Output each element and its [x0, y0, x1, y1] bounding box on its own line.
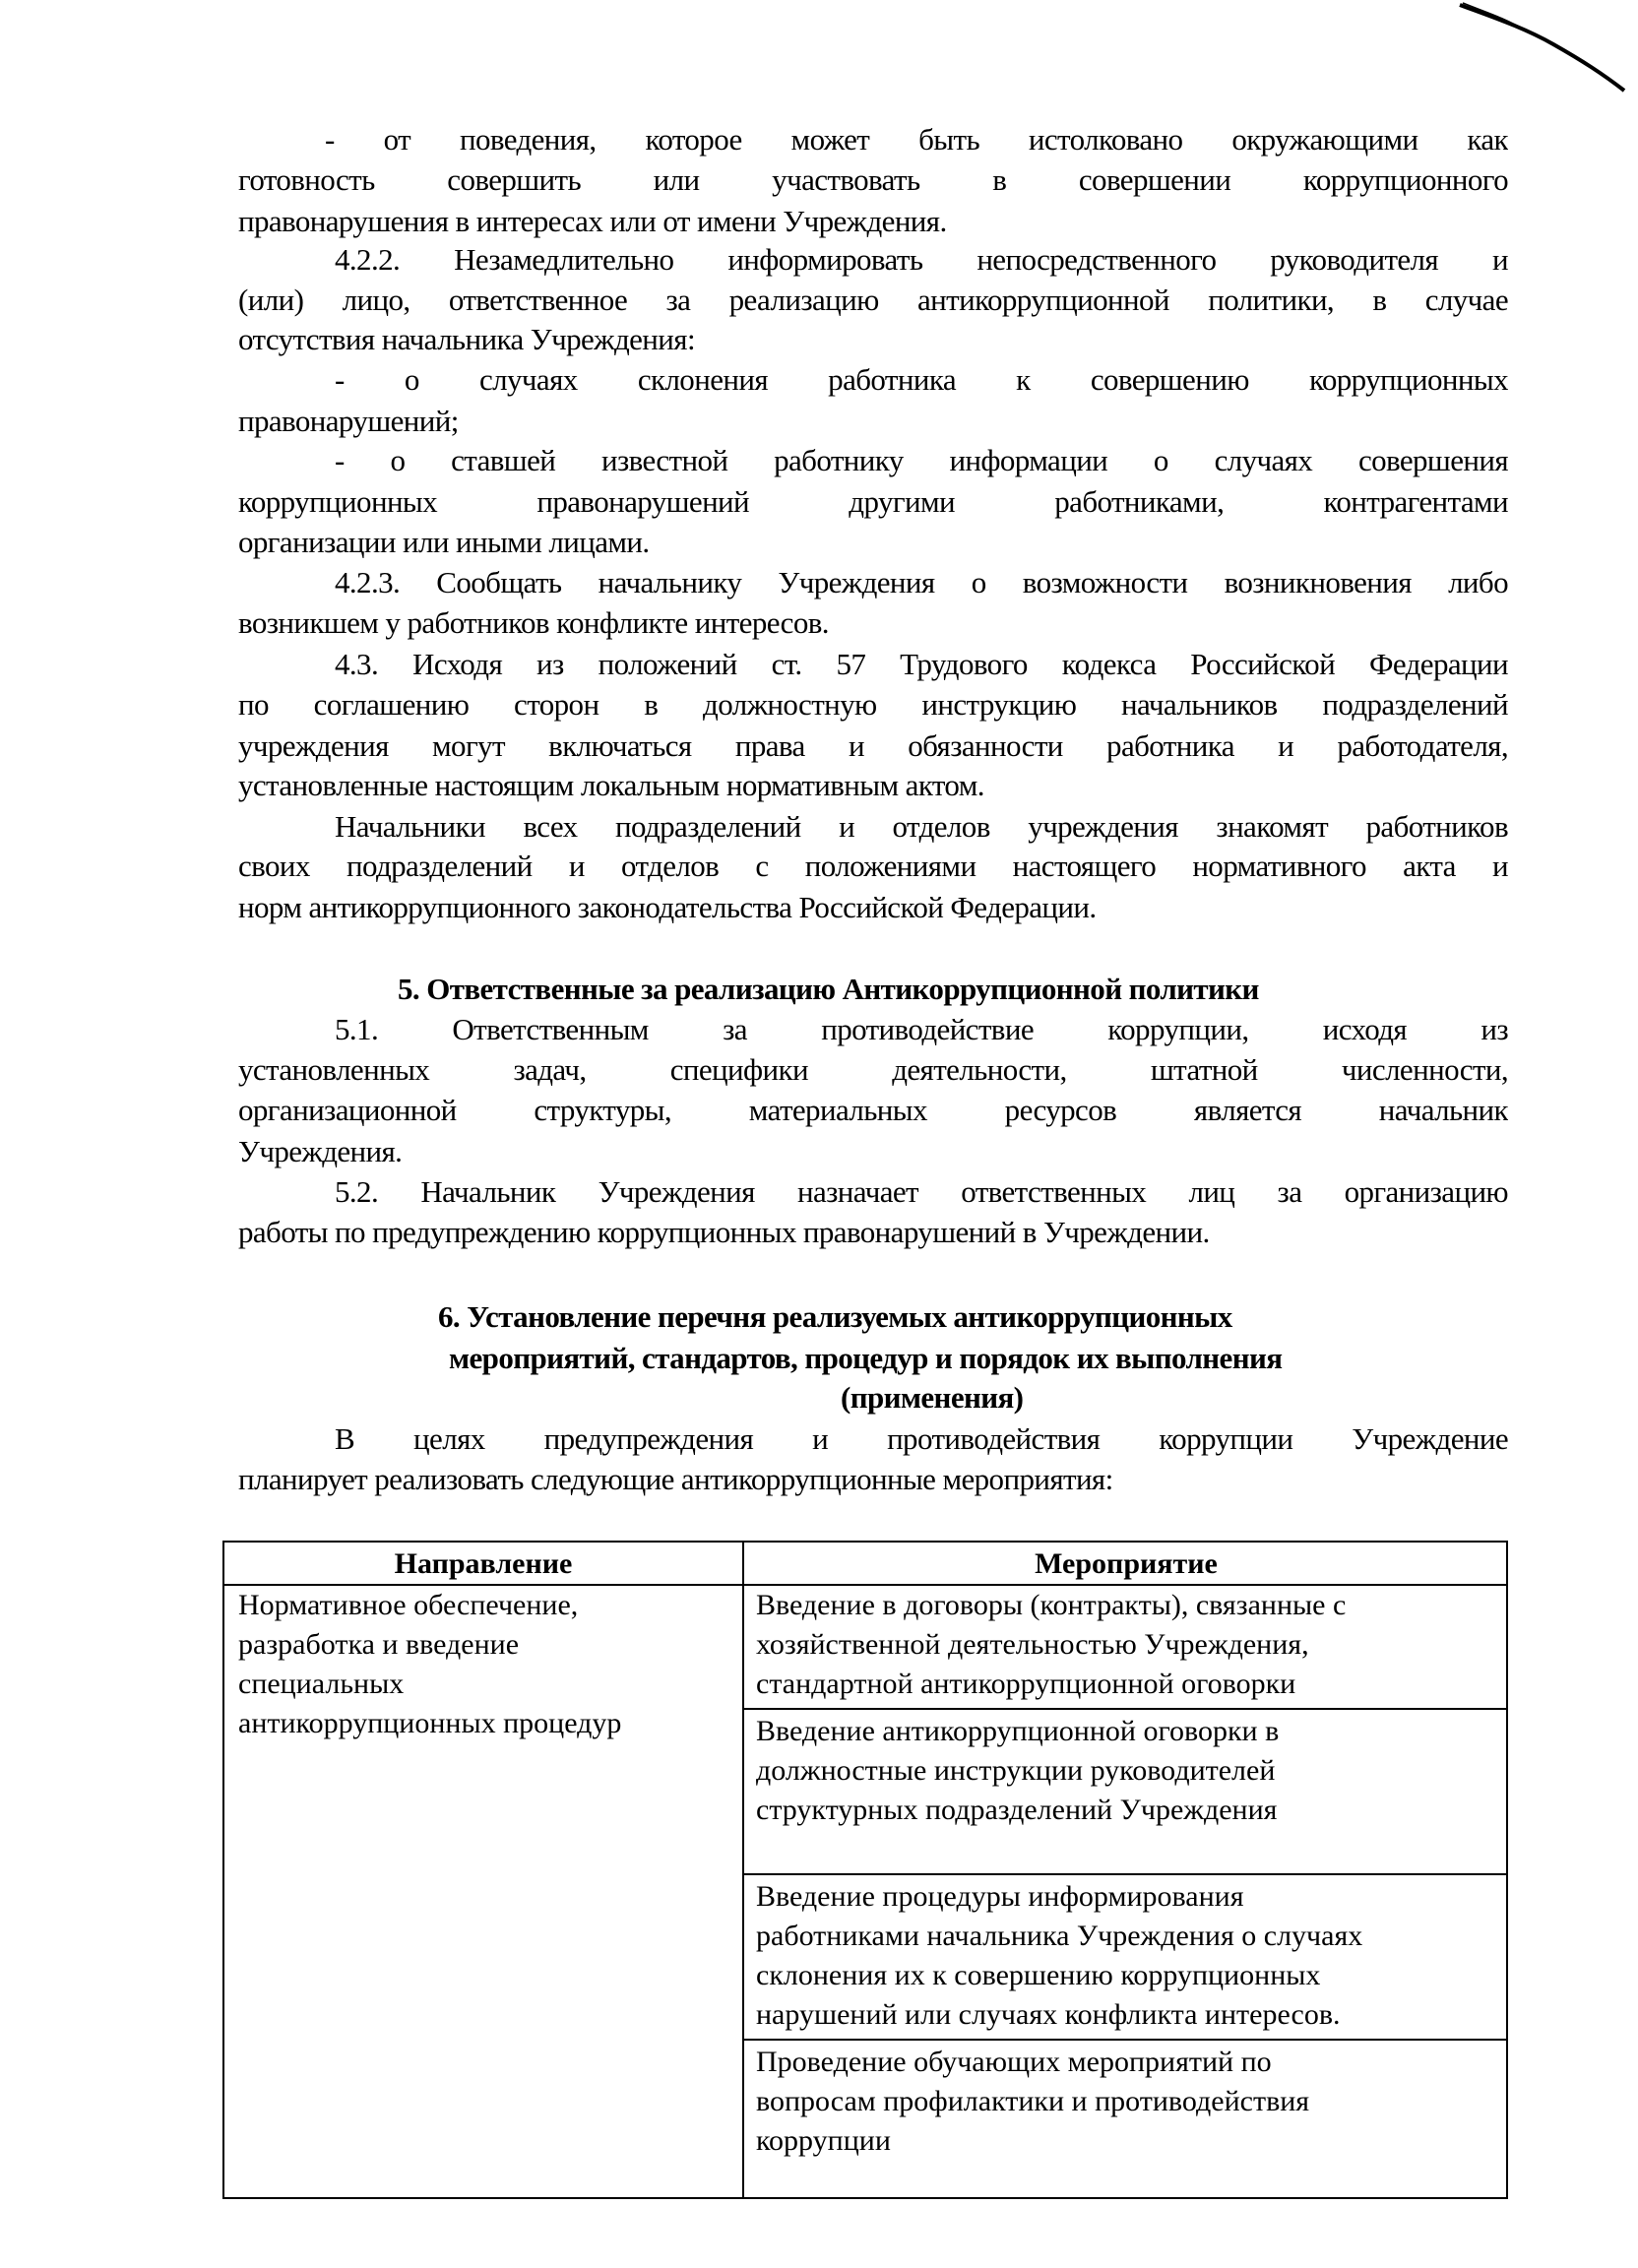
section-6-heading-line2: мероприятий, стандартов, процедур и порядок их выполнения — [449, 1341, 1283, 1375]
row-divider — [742, 1708, 1506, 1710]
measure-cell-1: Введение в договоры (контракты), связанные с хозяйственной деятельностью Учреждения, стандартной антикоррупционной оговорки — [756, 1589, 1347, 1700]
table-header-direction: Направление — [394, 1547, 573, 1580]
measure-cell-4: Проведение обучающих мероприятий по вопросам профилактики и противодействия коррупции — [756, 2046, 1310, 2157]
text-line: 5.2. Начальник Учреждения назначает ответственных лиц за организацию — [335, 1174, 1508, 1209]
text-line: правонарушений; — [238, 404, 459, 438]
measure-cell-3: Введение процедуры информирования работниками начальника Учреждения о случаях склонения их к совершению коррупционных нарушений или случаях конфликта интересов. — [756, 1880, 1363, 2031]
text-line: установленных задач, специфики деятельности, штатной численности, — [238, 1052, 1508, 1087]
direction-cell: Нормативное обеспечение, разработка и введение специальных антикоррупционных процедур — [238, 1589, 622, 1739]
text-line: своих подразделений и отделов с положениями настоящего нормативного акта и — [238, 849, 1508, 883]
text-line: - от поведения, которое может быть истолковано окружающими как — [325, 122, 1508, 157]
measures-table — [222, 1541, 1508, 2199]
section-6-intro-line1: В целях предупреждения и противодействия коррупции Учреждение — [335, 1421, 1508, 1456]
text-line: 5.1. Ответственным за противодействие коррупции, исходя из — [335, 1012, 1508, 1046]
section-6-intro-line2: планирует реализовать следующие антикоррупционные мероприятия: — [238, 1462, 1113, 1496]
text-line: - о случаях склонения работника к совершению коррупционных — [335, 362, 1508, 397]
text-line: - о ставшей известной работнику информации о случаях совершения — [335, 443, 1508, 477]
text-line: 4.3. Исходя из положений ст. 57 Трудового кодекса Российской Федерации — [335, 647, 1508, 681]
row-divider — [742, 2039, 1506, 2041]
text-line: возникшем у работников конфликте интересов. — [238, 605, 829, 640]
table-header-measure: Мероприятие — [1035, 1547, 1218, 1580]
section-6-heading-line1: 6. Установление перечня реализуемых антикоррупционных — [438, 1299, 1232, 1334]
text-line: Начальники всех подразделений и отделов учреждения знакомят работников — [335, 809, 1508, 844]
text-line: коррупционных правонарушений другими работниками, контрагентами — [238, 484, 1508, 519]
text-line: правонарушения в интересах или от имени Учреждения. — [238, 204, 947, 238]
text-line: учреждения могут включаться права и обязанности работника и работодателя, — [238, 728, 1508, 763]
text-line: организационной структуры, материальных ресурсов является начальник — [238, 1093, 1508, 1127]
text-line: установленные настоящим локальным нормативным актом. — [238, 768, 984, 802]
text-line: Учреждения. — [238, 1134, 403, 1168]
text-line: отсутствия начальника Учреждения: — [238, 322, 695, 356]
text-line: норм антикоррупционного законодательства Российской Федерации. — [238, 890, 1097, 924]
text-line: готовность совершить или участвовать в совершении коррупционного — [238, 162, 1508, 197]
section-5-heading: 5. Ответственные за реализацию Антикоррупционной политики — [398, 972, 1259, 1006]
text-line: 4.2.3. Сообщать начальнику Учреждения о возможности возникновения либо — [335, 565, 1508, 599]
text-line: работы по предупреждению коррупционных правонарушений в Учреждении. — [238, 1215, 1210, 1249]
text-line: организации или иными лицами. — [238, 525, 650, 559]
text-line: по соглашению сторон в должностную инструкцию начальников подразделений — [238, 687, 1508, 722]
row-divider — [742, 1873, 1506, 1875]
section-6-heading-line3: (применения) — [841, 1380, 1024, 1415]
column-divider — [742, 1543, 744, 2197]
measure-cell-2: Введение антикоррупционной оговорки в должностные инструкции руководителей структурных подразделений Учреждения — [756, 1715, 1280, 1826]
pen-stroke-mark — [1455, 0, 1632, 98]
text-line: (или) лицо, ответственное за реализацию антикоррупционной политики, в случае — [238, 283, 1508, 317]
text-line: 4.2.2. Незамедлительно информировать непосредственного руководителя и — [335, 242, 1508, 277]
